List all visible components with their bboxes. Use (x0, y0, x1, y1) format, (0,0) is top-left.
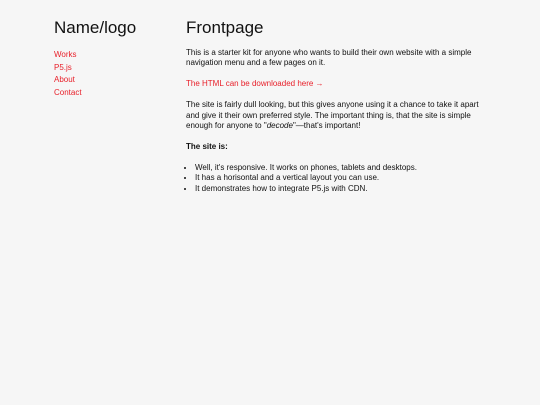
body-paragraph (186, 100, 486, 131)
body-text-emphasis: decode (266, 121, 293, 131)
nav-link-works[interactable]: Works (54, 50, 77, 59)
nav-item (54, 61, 174, 74)
download-link[interactable]: The HTML can be downloaded here → (186, 79, 324, 89)
sidebar (54, 18, 174, 98)
list-item: • It has a horisontal and a vertical layout you can use. (195, 173, 486, 183)
site-logo[interactable]: Name/logo (54, 18, 137, 37)
list-item: • It demonstrates how to integrate P5.js with CDN. (195, 184, 486, 194)
nav-link-about[interactable]: About (54, 75, 75, 84)
list-item: • Well, it's responsive. It works on phones, tablets and desktops. (195, 163, 486, 173)
download-paragraph (186, 79, 486, 89)
nav-item (54, 86, 174, 99)
body-text-end: "—that's important! (292, 121, 361, 131)
nav-link-p5js[interactable]: P5.js (54, 62, 72, 72)
features-list (186, 163, 486, 194)
nav-item (54, 48, 174, 61)
nav-item (54, 73, 174, 86)
list-heading: The site is: (186, 141, 228, 151)
body-text-start: The site is fairly dull looking, but this gives anyone using it a chance to take it apart and give it their own preferred style. The important thing is, that the site is simple enough for anyone to " (186, 100, 479, 131)
page-title: Frontpage (186, 18, 264, 37)
nav-link-contact[interactable]: Contact (54, 87, 82, 97)
main-content (186, 18, 486, 194)
intro-paragraph: This is a starter kit for anyone who wants to build their own website with a simple navigation menu and a few pages on it. (186, 48, 472, 68)
main-nav (54, 48, 174, 98)
